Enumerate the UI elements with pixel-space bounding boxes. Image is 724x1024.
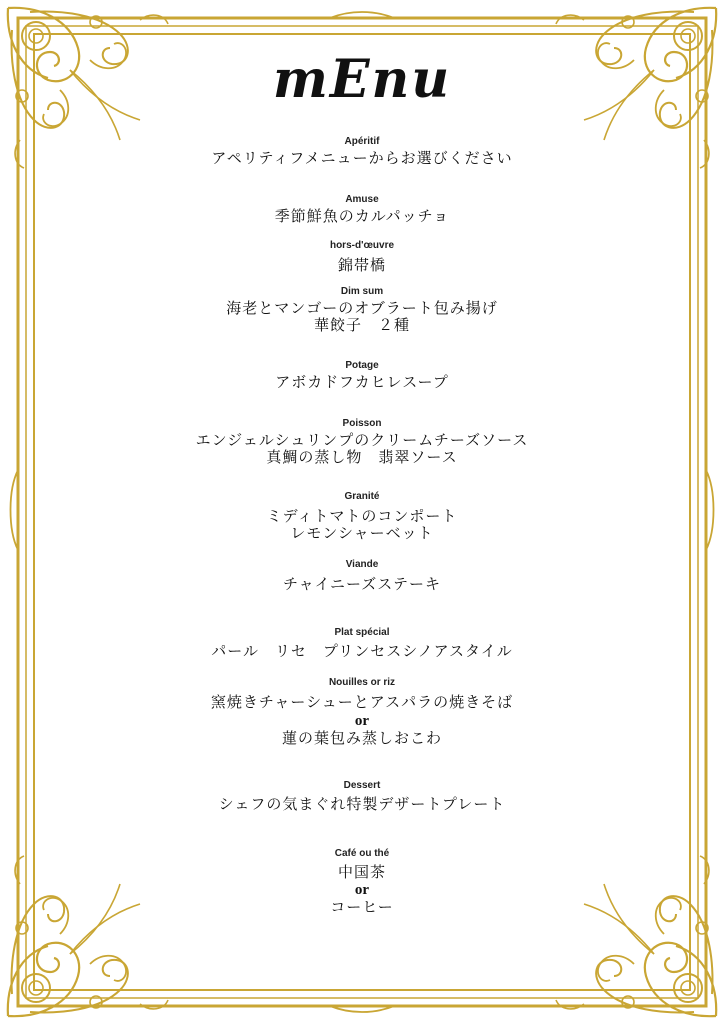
dish-aperitif: アペリティフメニューからお選びください (211, 149, 513, 167)
dish-plat-special: パール リセ プリンセスシノアスタイル (211, 642, 513, 660)
or-separator-cafe: or (354, 882, 370, 898)
dish-nouilles-2: 蓮の葉包み蒸しおこわ (281, 729, 442, 747)
dish-cafe-1: 中国茶 (337, 863, 386, 881)
dish-dim-sum-1: 海老とマンゴーのオブラート包み揚げ (226, 299, 498, 317)
dish-granite-2: レモンシャーベット (290, 524, 434, 542)
dish-amuse: 季節鮮魚のカルパッチョ (274, 207, 450, 225)
course-label-hors-doeuvre: hors-d'œuvre (329, 240, 395, 251)
dish-potage: アボカドフカヒレスープ (275, 373, 449, 391)
dish-hors-doeuvre: 錦帯橋 (337, 256, 386, 274)
dish-dim-sum-2: 華餃子 ２種 (313, 316, 410, 334)
dish-granite-1: ミディトマトのコンポート (266, 507, 458, 525)
dish-nouilles-1: 窯焼きチャーシューとアスパラの焼きそば (210, 693, 514, 711)
course-label-aperitif: Apéritif (344, 136, 380, 147)
dish-poisson-2: 真鯛の蒸し物 翡翠ソース (266, 448, 458, 466)
course-label-potage: Potage (345, 360, 379, 371)
course-label-plat-special: Plat spécial (334, 627, 390, 638)
course-label-dessert: Dessert (343, 780, 381, 791)
dish-viande: チャイニーズステーキ (283, 575, 441, 593)
course-label-dim-sum: Dim sum (340, 286, 384, 297)
course-label-poisson: Poisson (342, 418, 382, 429)
menu-title: mEnu (272, 49, 452, 110)
course-label-granite: Granité (344, 491, 380, 502)
course-label-cafe-ou-the: Café ou thé (334, 848, 390, 859)
course-label-amuse: Amuse (345, 194, 379, 205)
dish-poisson-1: エンジェルシュリンプのクリームチーズソース (195, 431, 529, 449)
or-separator-nouilles: or (354, 713, 370, 729)
dish-cafe-2: コーヒー (330, 898, 394, 916)
dish-dessert: シェフの気まぐれ特製デザートプレート (218, 795, 506, 813)
course-label-nouilles-or-riz: Nouilles or riz (328, 677, 396, 688)
course-label-viande: Viande (345, 559, 379, 570)
